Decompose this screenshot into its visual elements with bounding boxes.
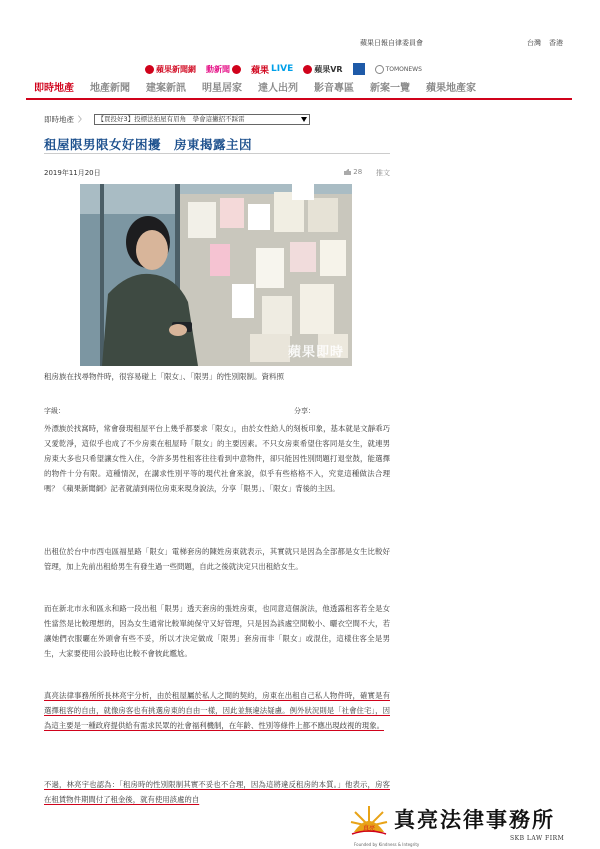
- chevron-down-icon: [301, 117, 307, 122]
- photo-caption: 租房族在找尋物件時，很容易碰上「限女」、「限男」的性別限制。資料照: [44, 372, 284, 381]
- article-paragraph-3: 而在新北市永和區永和路一段出租「限男」透天套房的張姓房東，也同意這個說法，他透露租客若全是女性當然是比較理想的，因為女生通常比較單純保守又好管理，只是因為該處空間較小、曬衣空間不大，若讓她們衣服曬在外頭會有些不妥，所以才決定做成「限男」套房而非「限女」或混住，這樣住客全是男生，大家要使用公設時也比較不會彼此尷尬。: [44, 604, 390, 658]
- region-switch: [527, 38, 571, 48]
- nav-item-video[interactable]: 影音專區: [314, 83, 354, 94]
- brand-logo-row: [145, 60, 422, 78]
- font-size-label[interactable]: 字級：: [44, 407, 65, 415]
- partner-logo[interactable]: [353, 63, 365, 75]
- tomo-circle-icon: [375, 65, 384, 74]
- nav-item-experts[interactable]: 達人出列: [258, 83, 298, 94]
- law-firm-name: 真亮法律事務所: [394, 807, 555, 832]
- committee-link[interactable]: 蘋果日報自律委員會: [360, 39, 423, 47]
- related-article-select[interactable]: [94, 114, 310, 125]
- apple-vr-logo[interactable]: 蘋果VR: [303, 64, 342, 75]
- top-bar: [0, 38, 600, 50]
- apple-icon: [232, 65, 241, 74]
- nav-item-realtime-property[interactable]: 即時地產: [34, 83, 74, 94]
- breadcrumb: [44, 114, 310, 125]
- law-firm-signature: [350, 802, 600, 849]
- nav-item-new-projects[interactable]: 建案新訊: [146, 83, 186, 94]
- apple-news-logo[interactable]: 蘋果新聞網: [145, 64, 196, 75]
- apple-icon: [145, 65, 154, 74]
- thumb-icon: [344, 169, 351, 175]
- tweet-link[interactable]: 推文: [376, 169, 390, 177]
- breadcrumb-current[interactable]: 即時地產: [44, 115, 74, 124]
- dong-news-logo[interactable]: 動新聞: [206, 64, 241, 75]
- emblem-text: 真亮: [362, 825, 376, 832]
- article-photo: [80, 184, 352, 366]
- nav-item-property-news[interactable]: 地產新聞: [90, 83, 130, 94]
- nav-item-new-listings[interactable]: 新案一覽: [370, 83, 410, 94]
- tomonews-logo[interactable]: TOMONEWS: [375, 65, 422, 74]
- article-paragraph-5: 不過，林亮宇也認為：「租房時的性別限制其實不妥也不合理，因為這將違反租房的本質。」他表示，房客在租賃物件期間付了租金後，就有使用該處的自: [44, 780, 390, 804]
- article-title: 租屋限男限女好困擾 房東揭露主因: [44, 137, 253, 152]
- partner-square-icon: [353, 63, 365, 75]
- article-paragraph-4: 真亮法律事務所所長林亮宇分析，由於租屋屬於私人之間的契約，房東在出租自己私人物件時，確實是有選擇租客的自由，就像房客也有挑選房東的自由一樣，因此並無違法疑慮。例外狀況則是「社會住宅」，因為這主要是一種政府提供給有需求民眾的社會福利機制，在年齡、性別等條件上都不應出現歧視的現象。: [44, 691, 390, 730]
- related-article-select-value: 【買投好3】投標法拍屋有眉角 學會這撇招不踩雷: [97, 115, 245, 123]
- region-taiwan-link[interactable]: 台灣: [527, 39, 541, 47]
- breadcrumb-separator: 〉: [78, 115, 86, 124]
- apple-live-logo[interactable]: 蘋果 LIVE: [251, 64, 294, 76]
- article-paragraph-2: 出租位於台中市西屯區福星路「限女」電梯套房的陳姓房東就表示，其實就只是因為全部都是女生比較好管理，加上先前出租給男生有發生過一些問題，自此之後就決定只出租給女生。: [44, 547, 390, 571]
- article-tools: [44, 406, 390, 416]
- view-count: 28: [344, 168, 362, 176]
- title-divider: [44, 153, 390, 154]
- apple-icon: [303, 65, 312, 74]
- share-label[interactable]: 分享：: [294, 407, 315, 415]
- article-meta: [44, 168, 390, 178]
- region-hongkong-link[interactable]: 香港: [549, 39, 563, 47]
- nav-item-apple-property-home[interactable]: 蘋果地產家: [426, 83, 476, 94]
- article-paragraph-1: 外漂族於找窩時，常會發現租屋平台上幾乎都要求「限女」，由於女性給人的刻板印象，基本就是文靜乖巧又愛乾淨，這似乎也成了不少房東在租屋時「限女」的主要因素。不只女房東希望住客同是女生，就連男房東大多也只希望讓女性入住，令許多男性租客往往看到中意物件，卻只能因性別問題打退堂鼓，能選擇的物件十分有限。這種情況，在講求性別平等的現代社會來說，似乎有些格格不入，究竟這種做法合理嗎？《蘋果新聞網》記者就請到兩位房東來現身說法，分享「限男」、「限女」背後的主因。: [44, 424, 390, 493]
- nav-item-celebrity-homes[interactable]: 明星居家: [202, 83, 242, 94]
- photo-illustration: [80, 184, 352, 366]
- main-nav: [26, 80, 572, 100]
- photo-watermark: 蘋果即時: [287, 345, 344, 360]
- law-firm-english-name: SKB LAW FIRM: [510, 835, 565, 842]
- law-firm-motto: Founded by Kindness & Integrity: [354, 842, 420, 847]
- sunrise-emblem-icon: [350, 804, 388, 842]
- article-date: 2019年11月20日: [44, 169, 101, 177]
